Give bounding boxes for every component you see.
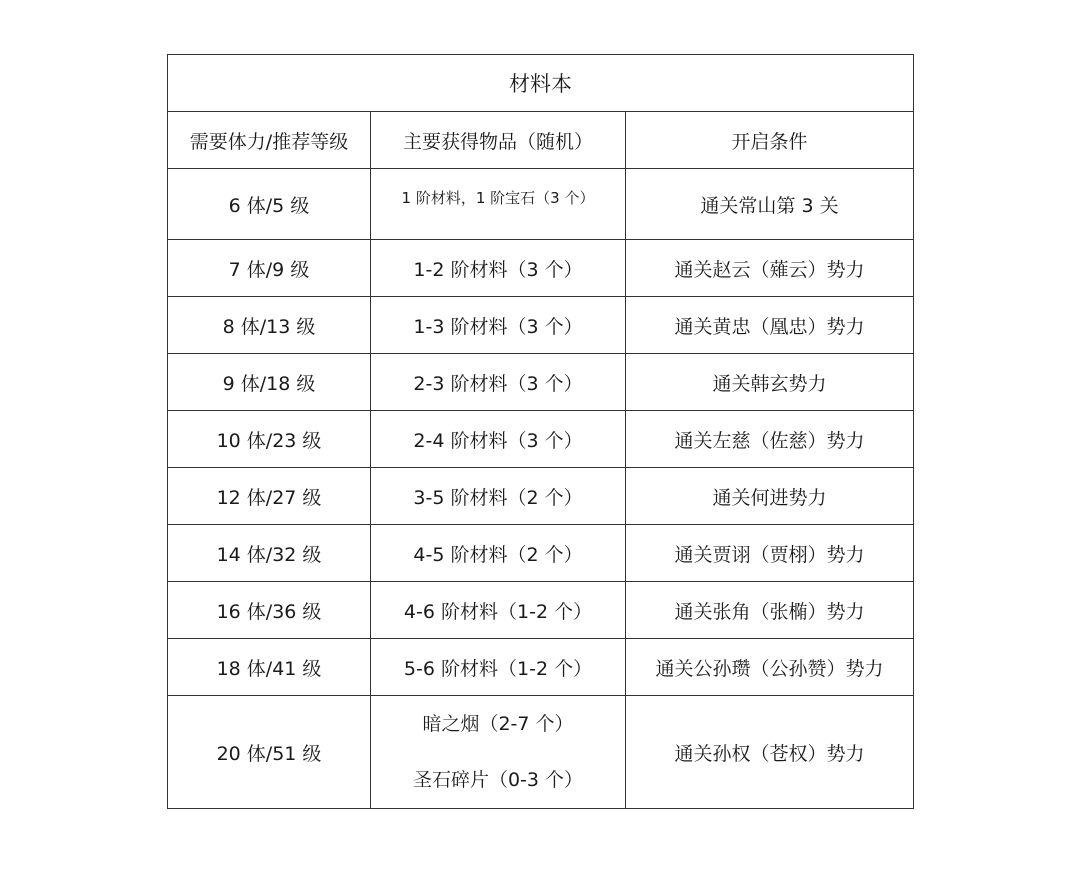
header-stamina-level: 需要体力/推荐等级 <box>168 112 371 169</box>
stamina-level-cell: 6 体/5 级 <box>168 169 371 240</box>
table-row <box>168 468 914 525</box>
stamina-level-cell: 7 体/9 级 <box>168 240 371 297</box>
stamina-level-cell: 10 体/23 级 <box>168 411 371 468</box>
condition-cell: 通关贾诩（贾栩）势力 <box>626 525 914 582</box>
table-row <box>168 639 914 696</box>
item-line: 暗之烟（2-7 个） <box>422 713 574 735</box>
condition-cell: 通关黄忠（凰忠）势力 <box>626 297 914 354</box>
condition-cell: 通关常山第 3 关 <box>626 169 914 240</box>
stamina-level-cell: 12 体/27 级 <box>168 468 371 525</box>
condition-cell: 通关孙权（苍权）势力 <box>626 696 914 809</box>
table-row <box>168 354 914 411</box>
condition-cell: 通关公孙瓒（公孙赞）势力 <box>626 639 914 696</box>
items-cell: 5-6 阶材料（1-2 个） <box>371 639 626 696</box>
table-title-row <box>168 55 914 112</box>
items-cell: 4-5 阶材料（2 个） <box>371 525 626 582</box>
header-main-items: 主要获得物品（随机） <box>371 112 626 169</box>
material-dungeon-table <box>167 54 914 809</box>
items-cell <box>371 696 626 809</box>
table-row <box>168 169 914 240</box>
items-cell: 4-6 阶材料（1-2 个） <box>371 582 626 639</box>
items-cell: 2-4 阶材料（3 个） <box>371 411 626 468</box>
condition-cell: 通关韩玄势力 <box>626 354 914 411</box>
table-row <box>168 297 914 354</box>
condition-cell: 通关张角（张椭）势力 <box>626 582 914 639</box>
table-row <box>168 411 914 468</box>
condition-cell: 通关赵云（薙云）势力 <box>626 240 914 297</box>
table-row <box>168 696 914 809</box>
items-cell: 1-2 阶材料（3 个） <box>371 240 626 297</box>
table-header-row <box>168 112 914 169</box>
stamina-level-cell: 16 体/36 级 <box>168 582 371 639</box>
items-cell: 3-5 阶材料（2 个） <box>371 468 626 525</box>
stamina-level-cell: 9 体/18 级 <box>168 354 371 411</box>
table-title: 材料本 <box>168 55 914 112</box>
items-cell: 2-3 阶材料（3 个） <box>371 354 626 411</box>
stamina-level-cell: 18 体/41 级 <box>168 639 371 696</box>
stamina-level-cell: 14 体/32 级 <box>168 525 371 582</box>
items-cell: 1-3 阶材料（3 个） <box>371 297 626 354</box>
condition-cell: 通关何进势力 <box>626 468 914 525</box>
stamina-level-cell: 8 体/13 级 <box>168 297 371 354</box>
header-unlock-condition: 开启条件 <box>626 112 914 169</box>
table-row <box>168 582 914 639</box>
items-cell: 1 阶材料，1 阶宝石（3 个） <box>371 169 626 240</box>
item-line: 圣石碎片（0-3 个） <box>412 769 584 791</box>
stamina-level-cell: 20 体/51 级 <box>168 696 371 809</box>
condition-cell: 通关左慈（佐慈）势力 <box>626 411 914 468</box>
table-row <box>168 525 914 582</box>
table-row <box>168 240 914 297</box>
